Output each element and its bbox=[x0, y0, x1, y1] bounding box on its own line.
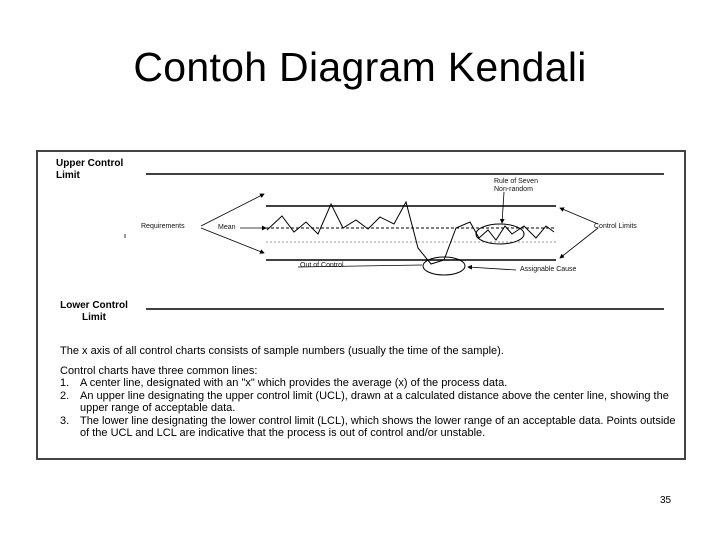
control-limits-arrow-up bbox=[560, 208, 598, 224]
caption-list bbox=[60, 377, 680, 440]
page-number: 35 bbox=[660, 495, 672, 506]
caption-item-number: 1. bbox=[60, 377, 70, 389]
slide-title: Contoh Diagram Kendali bbox=[133, 44, 587, 90]
rule-of-seven-arrow bbox=[502, 192, 504, 223]
process-data-line bbox=[267, 202, 554, 264]
control-limits-arrow-down bbox=[560, 228, 598, 258]
mean-label: Mean bbox=[218, 224, 236, 231]
control-chart-figure bbox=[36, 150, 686, 460]
out-of-control-label: Out of Control bbox=[300, 262, 344, 269]
caption-lead: Control charts have three common lines: bbox=[60, 364, 258, 377]
requirements-label: Requirements bbox=[141, 223, 185, 230]
rule-of-seven-label: Rule of Seven Non-random bbox=[494, 178, 538, 193]
control-limits-label: Control Limits bbox=[594, 223, 637, 230]
figure-caption bbox=[60, 345, 680, 440]
assignable-cause-arrow bbox=[468, 267, 516, 270]
caption-item bbox=[60, 390, 680, 415]
caption-item-text: An upper line designating the upper control limit (UCL), drawn at a calculated distance above the center line, showing the upper range of acceptable data. bbox=[80, 389, 669, 414]
caption-item bbox=[60, 377, 680, 390]
control-chart-diagram bbox=[38, 152, 684, 342]
caption-item-number: 2. bbox=[60, 389, 70, 402]
caption-item-text: The lower line designating the lower control limit (LCL), which shows the lower range of an acceptable data. Points outside of the UCL and LCL are indicative that the process is out of control and/or unstable. bbox=[80, 414, 676, 439]
caption-item-number: 3. bbox=[60, 414, 70, 427]
caption-intro: The x axis of all control charts consists of sample numbers (usually the time of the sample). bbox=[60, 345, 504, 357]
requirements-arrow-up bbox=[201, 194, 264, 226]
lower-control-limit-label: Lower Control Limit bbox=[60, 300, 128, 323]
caption-item-text: A center line, designated with an "x" which provides the average (x) of the process data. bbox=[80, 377, 508, 389]
assignable-cause-label: Assignable Cause bbox=[520, 266, 577, 273]
upper-control-limit-label: Upper Control Limit bbox=[56, 158, 124, 181]
caption-item bbox=[60, 415, 680, 440]
